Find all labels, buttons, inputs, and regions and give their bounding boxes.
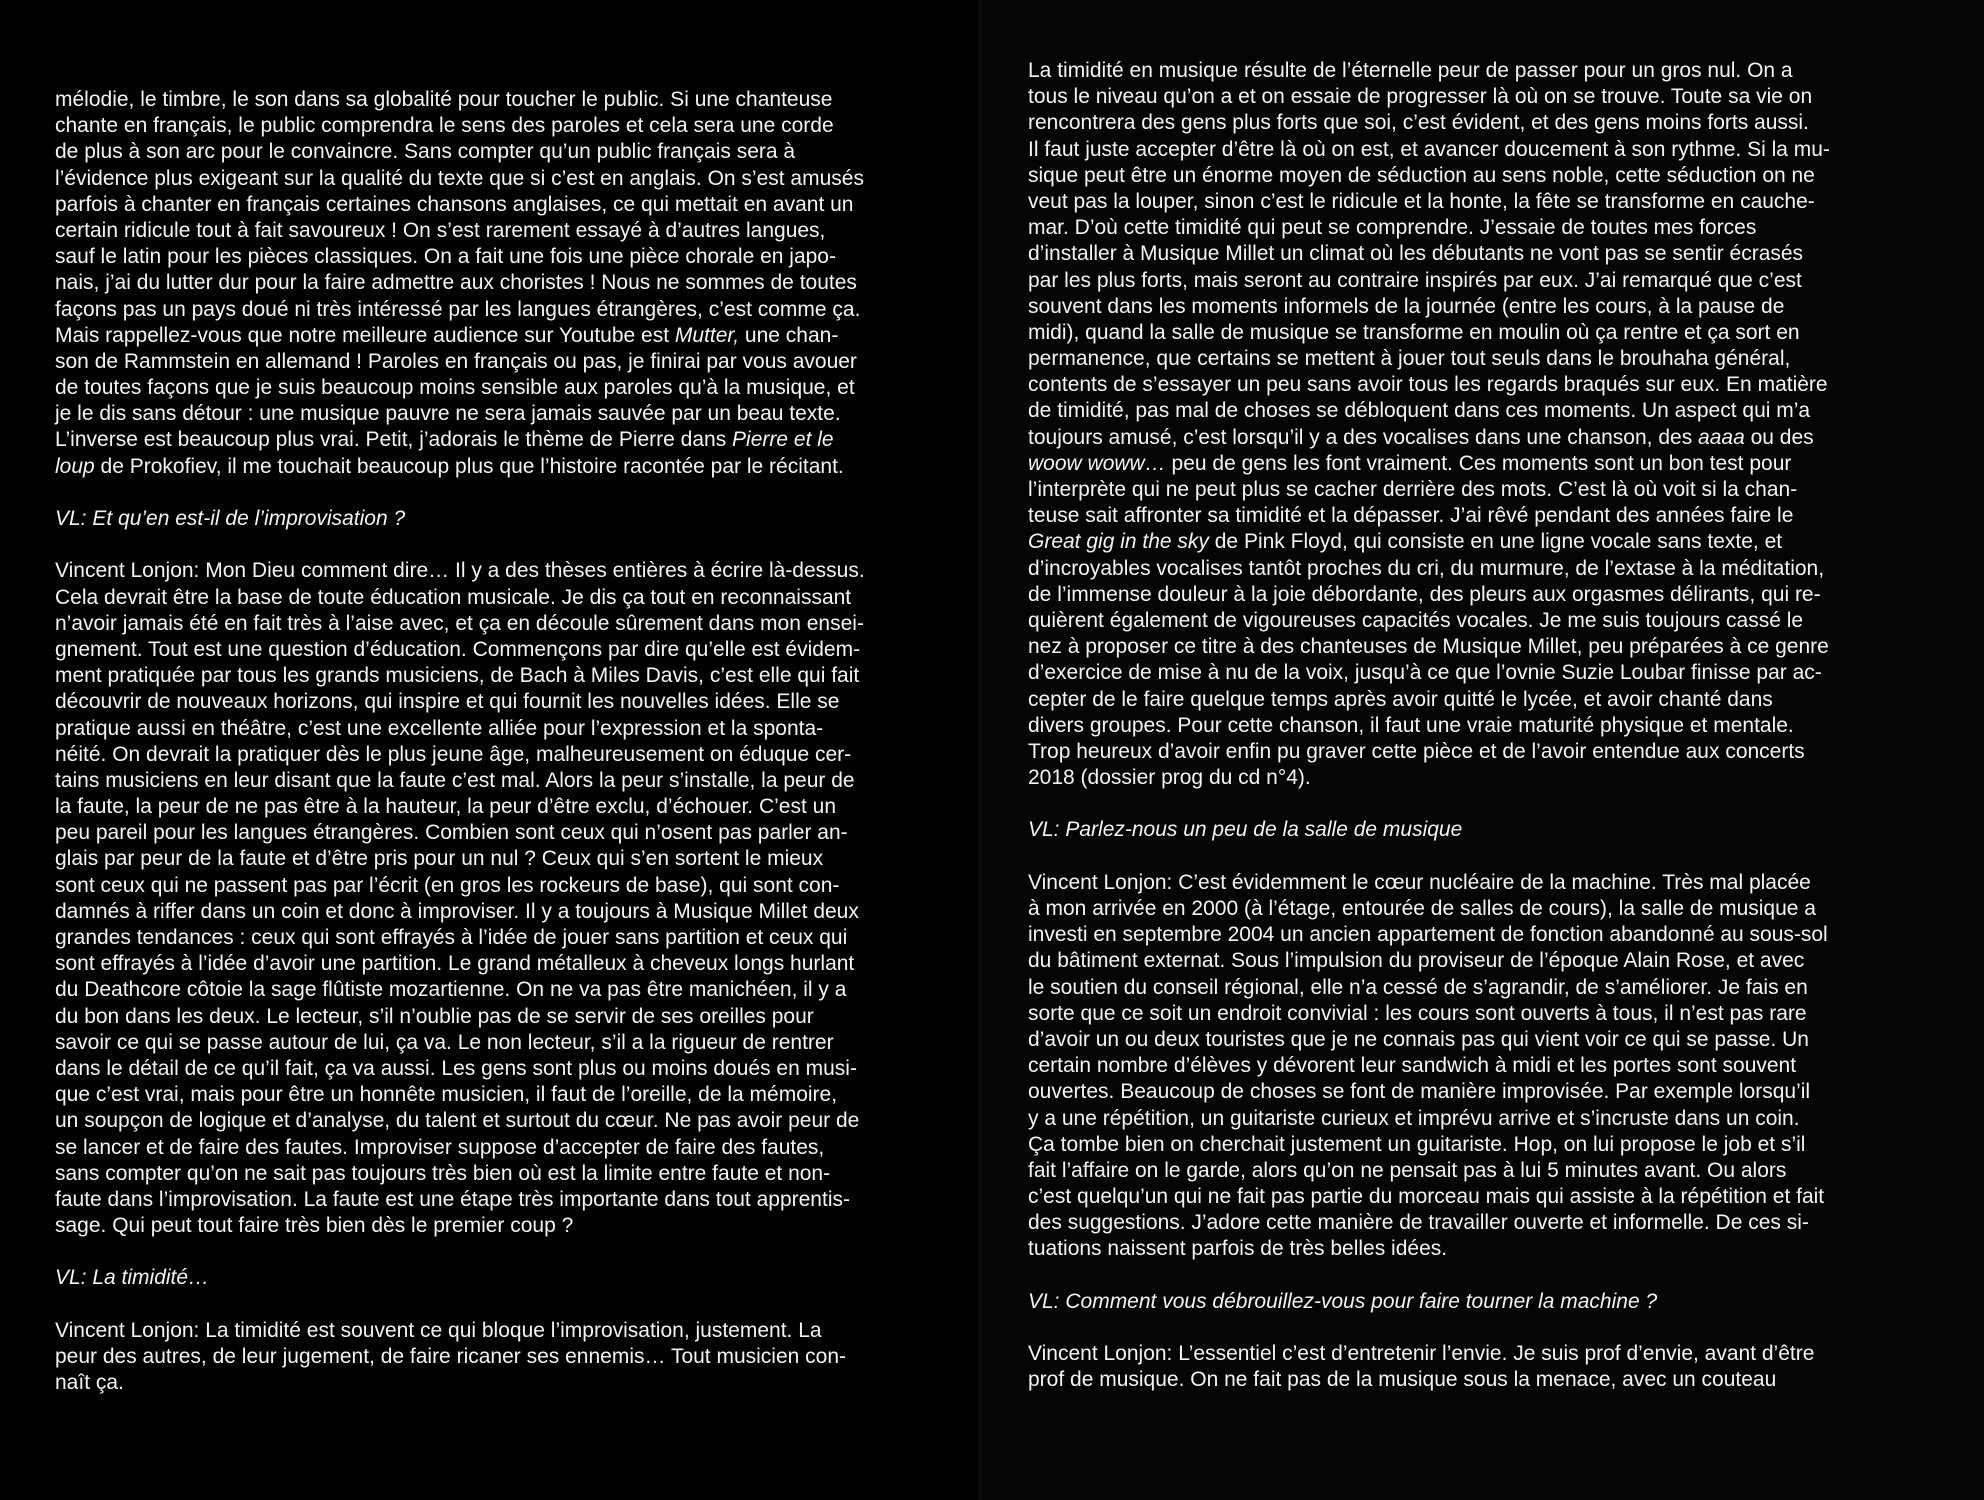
text-run: de Pink Floyd, qui consiste en une ligne vocale sans texte, et: [1208, 530, 1783, 554]
text-line: tuations naissent parfois de très belles idées.: [1028, 1237, 1448, 1261]
text-line: de toutes façons que je suis beaucoup moins sensible aux paroles qu’à la musique, et: [55, 376, 855, 400]
text-run: L’inverse est beaucoup plus vrai. Petit, j’adorais le thème de Pierre dans: [55, 428, 733, 452]
text-line: mélodie, le timbre, le son dans sa globalité pour toucher le public. Si une chanteuse: [55, 88, 833, 111]
text-line: la faute, la peur de ne pas être à la hauteur, la peur d’être exclu, d’échouer. C’est un: [55, 795, 837, 819]
text-line: certain ridicule tout à fait savoureux ! On s’est rarement essayé à d’autres langues,: [55, 218, 826, 242]
text-line: Ça tombe bien on cherchait justement un guitariste. Hop, on lui propose le job et s’il: [1028, 1132, 1806, 1156]
text-line: d’exercice de mise à nu de la voix, jusqu’à ce que l’ovnie Suzie Loubar finisse par ac-: [1028, 661, 1822, 685]
text-line: Il faut juste accepter d’être là où on est, et avancer doucement à son rythme. Si la mu-: [1028, 137, 1830, 161]
left-text-column: [55, 87, 967, 1396]
text-line: un soupçon de logique et d’analyse, du talent et surtout du cœur. Ne pas avoir peur de: [55, 1109, 860, 1133]
paragraph-improvisation: [55, 558, 967, 1239]
text-run: Mais rappellez-vous que notre meilleure audience sur Youtube est: [55, 323, 675, 347]
text-line: du Deathcore côtoie la sage flûtiste mozartienne. On ne va pas être manichéen, il y a: [55, 978, 847, 1002]
text-line: investi en septembre 2004 un ancien appartement de fonction abandonné au sous-sol: [1028, 923, 1828, 947]
right-text-column: [1028, 58, 1936, 1394]
text-line: La timidité en musique résulte de l’éternelle peur de passer pour un gros nul. On a: [1028, 59, 1793, 82]
vocalise-woow: woow woww…: [1028, 451, 1166, 475]
text-line: peur des autres, de leur jugement, de faire ricaner ses ennemis… Tout musicien con-: [55, 1345, 847, 1368]
text-line: gnement. Tout est une question d’éducation. Commençons par dire qu’elle est évidem-: [55, 637, 861, 661]
text-line: je le dis sans détour : une musique pauvre ne sera jamais sauvée par un beau texte.: [55, 402, 841, 426]
text-line: [55, 427, 967, 453]
text-line: parfois à chanter en français certaines chansons anglaises, ce qui mettait en avant un: [55, 192, 854, 216]
text-line: sique peut être un énorme moyen de séduction au sens noble, cette séduction on ne: [1028, 163, 1815, 187]
question-salle: VL: Parlez-nous un peu de la salle de musique: [1028, 818, 1463, 842]
text-line: rencontrera des gens plus forts que soi, c’est évident, et des gens moins forts aussi.: [1028, 111, 1809, 135]
text-line: de l’immense douleur à la joie débordante, des pleurs aux orgasmes délirants, qui re-: [1028, 582, 1821, 606]
text-line: sorte que ce soit un endroit convivial : les cours sont ouverts à tous, il n’est pas rare: [1028, 1001, 1807, 1025]
text-line: cepter de le faire quelque temps après avoir quitté le lycée, et avoir chanté dans: [1028, 687, 1773, 711]
text-line: chante en français, le public comprendra le sens des paroles et cela sera une corde: [55, 114, 834, 138]
text-line: Vincent Lonjon: Mon Dieu comment dire… Il y a des thèses entières à écrire là-dessus.: [55, 559, 865, 583]
text-line: certain nombre d’élèves y dévorent leur sandwich à midi et les portes sont souvent: [1028, 1054, 1797, 1078]
text-line: mar. D’où cette timidité qui peut se comprendre. J’essaie de toutes mes forces: [1028, 216, 1757, 240]
text-line: dans le détail de ce qu’il fait, ça va aussi. Les gens sont plus ou moins doués en musi-: [55, 1056, 857, 1080]
question-machine: VL: Comment vous débrouillez-vous pour faire tourner la machine ?: [1028, 1289, 1658, 1313]
text-line: [1028, 425, 1936, 451]
text-run: toujours amusé, c’est lorsqu’il y a des vocalises dans une chanson, des: [1028, 425, 1699, 449]
text-run: peu de gens les font vraiment. Ces moments sont un bon test pour: [1165, 451, 1792, 475]
text-line: sont effrayés à l’idée d’avoir une partition. Le grand métalleux à cheveux longs hurlant: [55, 952, 855, 976]
text-line: Vincent Lonjon: C’est évidemment le cœur nucléaire de la machine. Très mal placée: [1028, 870, 1811, 894]
text-line: y a une répétition, un guitariste curieux et imprévu arrive et s’incruste dans un coin.: [1028, 1106, 1800, 1130]
text-line: damnés à riffer dans un coin et donc à improviser. Il y a toujours à Musique Millet deux: [55, 899, 859, 923]
text-line: façons pas un pays doué ni très intéressé par les langues étrangères, c’est comme ça.: [55, 297, 861, 321]
text-line: midi), quand la salle de musique se transforme en moulin où ça rentre et ça sort en: [1028, 320, 1800, 344]
text-line: pratique aussi en théâtre, c’est une excellente alliée pour l’expression et la sponta-: [55, 716, 824, 740]
text-line: découvrir de nouveaux horizons, qui inspire et qui fournit les nouvelles idées. Elle se: [55, 690, 840, 714]
text-line: sauf le latin pour les pièces classiques. On a fait une fois une pièce chorale en japo-: [55, 245, 836, 269]
text-line: Trop heureux d’avoir enfin pu graver cette pièce et de l’avoir entendue aux concerts: [1028, 739, 1805, 763]
text-line: se lancer et de faire des fautes. Improviser suppose d’accepter de faire des fautes,: [55, 1135, 825, 1159]
paragraph-timidite-suite: [1028, 58, 1936, 791]
text-line: quièrent également de vigoureuses capacités vocales. Je me suis toujours cassé le: [1028, 608, 1804, 632]
vocalise-aaaa: aaaa: [1698, 425, 1745, 449]
text-line: de plus à son arc pour le convaincre. Sans compter qu’un public français sera à: [55, 140, 796, 164]
question-timidite: VL: La timidité…: [55, 1266, 210, 1290]
text-line: sont ceux qui ne passent pas par l’écrit (en gros les rockeurs de base), qui sont con-: [55, 873, 840, 897]
text-line: [1028, 529, 1936, 555]
text-line: prof de musique. On ne fait pas de la musique sous la menace, avec un couteau: [1028, 1368, 1777, 1392]
text-line: tains musiciens en leur disant que la faute c’est mal. Alors la peur s’installe, la peur de: [55, 768, 855, 792]
text-run: ou des: [1744, 425, 1814, 449]
text-line: de timidité, pas mal de choses se débloquent dans ces moments. Un aspect qui m’a: [1028, 399, 1811, 423]
text-line: le soutien du conseil régional, elle n’a cessé de s’agrandir, de s’améliorer. Je fais en: [1028, 975, 1808, 999]
text-line: d’incroyables vocalises tantôt proches du cri, du murmure, de l’extase à la méditation,: [1028, 556, 1825, 580]
text-line: faute dans l’improvisation. La faute est une étape très importante dans tout apprentis-: [55, 1187, 850, 1211]
text-line: d’installer à Musique Millet un climat où les débutants ne vont pas se sentir écrasés: [1028, 242, 1804, 266]
text-line: tous le niveau qu’on a et on essaie de progresser là où on se trouve. Toute sa vie on: [1028, 85, 1813, 109]
text-line: néité. On devrait la pratiquer dès le plus jeune âge, malheureusement on éduque cer-: [55, 742, 852, 766]
text-line: l’évidence plus exigeant sur la qualité du texte que si c’est en anglais. On s’est amusés: [55, 166, 864, 190]
text-line: que c’est vrai, mais pour être un honnête musicien, il faut de l’oreille, de la mémoire,: [55, 1083, 838, 1107]
text-line: savoir ce qui se passe autour de lui, ça va. Le non lecteur, s’il a la rigueur de rentrer: [55, 1030, 834, 1054]
text-line: Vincent Lonjon: L’essentiel c’est d’entretenir l’envie. Je suis prof d’envie, avant d’être: [1028, 1342, 1815, 1366]
text-line: veut pas la louper, sinon c’est le ridicule et la honte, la fête se transforme en cauche-: [1028, 189, 1815, 213]
text-line: ouvertes. Beaucoup de choses se font de manière improvisée. Par exemple lorsqu’il: [1028, 1080, 1811, 1104]
work-title-pierre: Pierre et le: [732, 428, 834, 452]
text-line: du bon dans les deux. Le lecteur, s’il n’oublie pas de se servir de ses oreilles pour: [55, 1004, 814, 1028]
text-line: des suggestions. J’adore cette manière de travailler ouverte et informelle. De ces si-: [1028, 1211, 1809, 1235]
page-fold: [978, 0, 982, 1500]
song-title-great-gig: Great gig in the sky: [1028, 530, 1209, 554]
text-line: du bâtiment externat. Sous l’impulsion du proviseur de l’époque Alain Rose, et avec: [1028, 949, 1805, 973]
text-line: souvent dans les moments informels de la journée (entre les cours, à la pause de: [1028, 294, 1785, 318]
text-line: n’avoir jamais été en fait très à l’aise avec, et ça en découle sûrement dans mon ensei-: [55, 611, 864, 635]
text-line: c’est quelqu’un qui ne fait pas partie du morceau mais qui assiste à la répétition et fait: [1028, 1185, 1825, 1209]
text-line: sans compter qu’on ne sait pas toujours très bien où est la limite entre faute et non-: [55, 1161, 831, 1185]
text-line: sage. Qui peut tout faire très bien dès le premier coup ?: [55, 1214, 574, 1238]
text-line: grandes tendances : ceux qui sont effrayés à l’idée de jouer sans partition et ceux qui: [55, 926, 848, 949]
text-line: ment pratiquée par tous les grands musiciens, de Bach à Miles Davis, c’est elle qui fait: [55, 664, 860, 688]
text-line: teuse sait affronter sa timidité et la dépasser. J’ai rêvé pendant des années faire le: [1028, 504, 1794, 528]
text-run: une chan-: [739, 323, 839, 347]
paragraph-timidite: [55, 1318, 967, 1397]
text-line: par les plus forts, mais seront au contraire inspirés par eux. J’ai remarqué que c’est: [1028, 268, 1802, 292]
text-line: nez à proposer ce titre à des chanteuses de Musique Millet, peu préparées à ce genre: [1028, 635, 1829, 659]
text-line: divers groupes. Pour cette chanson, il faut une vraie maturité physique et mentale.: [1028, 713, 1794, 737]
paragraph-languages: [55, 87, 967, 480]
text-line: contents de s’essayer un peu sans avoir tous les regards braqués sur eux. En matière: [1028, 373, 1828, 397]
text-line: nais, j’ai du lutter dur pour la faire admettre aux choristes ! Nous ne sommes de toutes: [55, 271, 857, 295]
work-title-loup: loup: [55, 454, 95, 478]
text-line: naît ça.: [55, 1371, 124, 1395]
text-run: de Prokofiev, il me touchait beaucoup plus que l’histoire racontée par le récitant.: [94, 454, 844, 478]
text-line: permanence, que certains se mettent à jouer tout seuls dans le brouhaha général,: [1028, 347, 1791, 371]
paragraph-salle: [1028, 870, 1936, 1263]
text-line: Cela devrait être la base de toute éducation musicale. Je dis ça tout en reconnaissant: [55, 585, 852, 609]
text-line: 2018 (dossier prog du cd n°4).: [1028, 766, 1311, 790]
text-line: son de Rammstein en allemand ! Paroles en français ou pas, je finirai par vous avouer: [55, 349, 857, 373]
text-line: [55, 323, 967, 349]
text-line: peu pareil pour les langues étrangères. Combien sont ceux qui n’osent pas parler an-: [55, 821, 848, 845]
text-line: l’interprète qui ne peut plus se cacher derrière des mots. C’est là où voit si la chan-: [1028, 478, 1798, 501]
text-line: fait l’affaire on le garde, alors qu’on ne pensait pas à lui 5 minutes avant. Ou alors: [1028, 1158, 1787, 1182]
text-line: d’avoir un ou deux touristes que je ne connais pas qui vient voir ce qui se passe. Un: [1028, 1027, 1809, 1051]
text-line: glais par peur de la faute et d’être pris pour un nul ? Ceux qui s’en sortent le mieux: [55, 847, 824, 871]
text-line: [55, 454, 967, 480]
paragraph-machine: [1028, 1341, 1936, 1393]
text-line: [1028, 451, 1936, 477]
question-improvisation: VL: Et qu’en est-il de l’improvisation ?: [55, 507, 406, 530]
text-line: Vincent Lonjon: La timidité est souvent ce qui bloque l’improvisation, justement. La: [55, 1318, 822, 1342]
song-title-mutter: Mutter,: [674, 323, 740, 347]
text-line: à mon arrivée en 2000 (à l’étage, entourée de salles de cours), la salle de musique a: [1028, 897, 1816, 920]
